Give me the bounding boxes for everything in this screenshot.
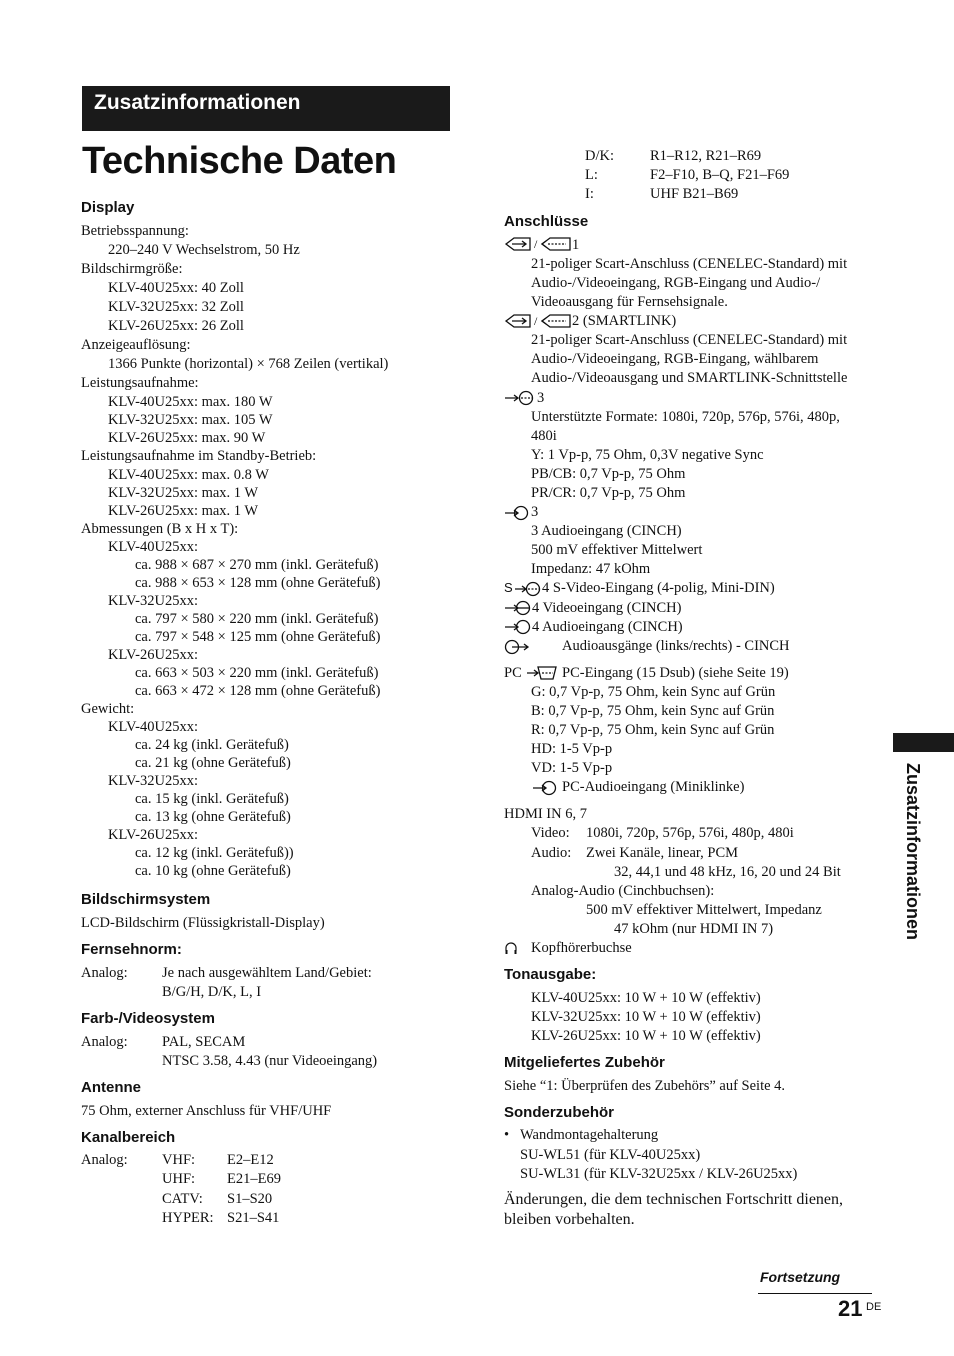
component-label: 3 bbox=[537, 390, 545, 406]
fernsehnorm-line: B/G/H, D/K, L, I bbox=[162, 984, 262, 1000]
analog-audio-line: 47 kOhm (nur HDMI IN 7) bbox=[614, 921, 774, 937]
tonausgabe-heading: Tonausgabe: bbox=[504, 966, 597, 983]
pc-line: VD: 1-5 Vp-p bbox=[531, 760, 613, 776]
display-spec-line: KLV-40U25xx: bbox=[108, 539, 198, 555]
display-spec-line: KLV-32U25xx: bbox=[108, 773, 198, 789]
ton-line: KLV-32U25xx: 10 W + 10 W (effektiv) bbox=[531, 1009, 761, 1025]
display-spec-line: KLV-40U25xx: bbox=[108, 719, 198, 735]
display-spec-line: ca. 12 kg (inkl. Gerätefuß)) bbox=[135, 845, 294, 861]
audio3-line: 3 Audioeingang (CINCH) bbox=[531, 523, 682, 539]
kanal-band: I: bbox=[585, 186, 594, 202]
pc-letters: PC bbox=[504, 665, 522, 681]
kanal-band: L: bbox=[585, 167, 598, 183]
kanalbereich-heading: Kanalbereich bbox=[81, 1129, 176, 1146]
display-spec-line: ca. 988 × 687 × 270 mm (inkl. Gerätefuß) bbox=[135, 557, 379, 573]
kanal-range: E2–E12 bbox=[227, 1152, 274, 1168]
video-input-icon bbox=[504, 600, 532, 616]
sonder-line: SU-WL31 (für KLV-32U25xx / KLV-26U25xx) bbox=[520, 1166, 798, 1182]
component-line: 480i bbox=[531, 428, 557, 444]
ton-line: KLV-40U25xx: 10 W + 10 W (effektiv) bbox=[531, 990, 761, 1006]
audio-input-icon bbox=[504, 619, 532, 635]
bildschirmsystem-heading: Bildschirmsystem bbox=[81, 891, 211, 908]
scart2-label: 2 (SMARTLINK) bbox=[572, 313, 677, 329]
sonderzubehoer-heading: Sonderzubehör bbox=[504, 1104, 615, 1121]
hdmi-video: 1080i, 720p, 576p, 576i, 480p, 480i bbox=[586, 825, 794, 841]
display-spec-line: KLV-32U25xx: max. 1 W bbox=[108, 485, 259, 501]
display-spec-line: Gewicht: bbox=[81, 701, 135, 717]
kanal-band: VHF: bbox=[162, 1152, 196, 1168]
hdmi-title: HDMI IN 6, 7 bbox=[504, 806, 587, 822]
display-spec-line: Abmessungen (B x H x T): bbox=[81, 521, 239, 537]
zubehoer-text: Siehe “1: Überprüfen des Zubehörs” auf Seite 4. bbox=[504, 1078, 786, 1094]
pc-audio-text: PC-Audioeingang (Miniklinke) bbox=[562, 779, 745, 795]
side-tab bbox=[890, 765, 930, 950]
bullet: • bbox=[504, 1127, 510, 1143]
scart2-line: Audio-/Videoausgang und SMARTLINK-Schnittstelle bbox=[531, 370, 848, 386]
antenne-heading: Antenne bbox=[81, 1079, 141, 1096]
audio-input-icon bbox=[504, 505, 530, 521]
sonder-line: Wandmontagehalterung bbox=[520, 1127, 659, 1143]
section-banner bbox=[82, 86, 450, 124]
scart1-line: 21-poliger Scart-Anschluss (CENELEC-Standard) mit bbox=[531, 256, 848, 272]
anschluesse-heading: Anschlüsse bbox=[504, 213, 589, 230]
pc-line: HD: 1-5 Vp-p bbox=[531, 741, 613, 757]
kopfhoerer-text: Kopfhörerbuchse bbox=[531, 940, 632, 956]
display-spec-line: ca. 988 × 653 × 128 mm (ohne Gerätefuß) bbox=[135, 575, 381, 591]
kanalbereich-label: Analog: bbox=[81, 1152, 128, 1168]
display-spec-line: Leistungsaufnahme: bbox=[81, 375, 199, 391]
antenne-text: 75 Ohm, externer Anschluss für VHF/UHF bbox=[81, 1103, 332, 1119]
hdmi-video-label: Video: bbox=[531, 825, 570, 841]
pb-line: PB/CB: 0,7 Vp-p, 75 Ohm bbox=[531, 466, 686, 482]
svg-text:/: / bbox=[534, 314, 538, 328]
continued-label: Fortsetzung bbox=[760, 1269, 841, 1285]
display-spec-line: KLV-40U25xx: 40 Zoll bbox=[108, 280, 244, 296]
scart-in-out-icon bbox=[504, 236, 574, 252]
scart2-line: Audio-/Videoeingang, RGB-Eingang, wählbarem bbox=[531, 351, 819, 367]
display-spec-line: Anzeigeauflösung: bbox=[81, 337, 191, 353]
pc-line: G: 0,7 Vp-p, 75 Ohm, kein Sync auf Grün bbox=[531, 684, 776, 700]
display-spec-line: KLV-26U25xx: bbox=[108, 647, 198, 663]
svg-text:/: / bbox=[534, 237, 538, 251]
display-spec-line: 1366 Punkte (horizontal) × 768 Zeilen (vertikal) bbox=[108, 356, 389, 372]
scart1-line: Videoausgang für Fernsehsignale. bbox=[531, 294, 728, 310]
side-tab-marker bbox=[893, 733, 954, 752]
s-video-text: 4 S-Video-Eingang (4-polig, Mini-DIN) bbox=[542, 580, 775, 596]
pc-audio-icon bbox=[532, 780, 558, 796]
display-spec-line: Leistungsaufnahme im Standby-Betrieb: bbox=[81, 448, 317, 464]
display-spec-line: KLV-32U25xx: bbox=[108, 593, 198, 609]
audio-out-text: Audioausgänge (links/rechts) - CINCH bbox=[562, 638, 790, 654]
scart1-line: Audio-/Videoeingang, RGB-Eingang und Audio-/ bbox=[531, 275, 821, 291]
display-spec-line: KLV-26U25xx: 26 Zoll bbox=[108, 318, 244, 334]
display-spec-line: ca. 24 kg (inkl. Gerätefuß) bbox=[135, 737, 289, 753]
s-video-letter: S bbox=[504, 580, 513, 595]
banner-rule bbox=[82, 124, 450, 131]
display-spec-line: ca. 15 kg (inkl. Gerätefuß) bbox=[135, 791, 289, 807]
display-spec-line: 220–240 V Wechselstrom, 50 Hz bbox=[108, 242, 300, 258]
display-spec-line: KLV-26U25xx: max. 90 W bbox=[108, 430, 266, 446]
kanal-range: R1–R12, R21–R69 bbox=[650, 148, 762, 164]
audio3-line: 500 mV effektiver Mittelwert bbox=[531, 542, 703, 558]
video4-text: 4 Videoeingang (CINCH) bbox=[532, 600, 682, 616]
display-spec-line: ca. 797 × 580 × 220 mm (inkl. Gerätefuß) bbox=[135, 611, 379, 627]
kanal-band: D/K: bbox=[585, 148, 614, 164]
fernsehnorm-label: Analog: bbox=[81, 965, 128, 981]
kanal-range: UHF B21–B69 bbox=[650, 186, 739, 202]
display-spec-line: KLV-32U25xx: 32 Zoll bbox=[108, 299, 244, 315]
kanal-range: E21–E69 bbox=[227, 1171, 281, 1187]
side-tab-label: Zusatzinformationen bbox=[903, 763, 923, 941]
display-spec-line: ca. 10 kg (ohne Gerätefuß) bbox=[135, 863, 291, 879]
farbsystem-heading: Farb-/Videosystem bbox=[81, 1010, 215, 1027]
display-spec-line: KLV-26U25xx: max. 1 W bbox=[108, 503, 259, 519]
kanal-band: UHF: bbox=[162, 1171, 196, 1187]
display-spec-line: ca. 663 × 472 × 128 mm (ohne Gerätefuß) bbox=[135, 683, 381, 699]
kanal-band: HYPER: bbox=[162, 1210, 214, 1226]
pr-line: PR/CR: 0,7 Vp-p, 75 Ohm bbox=[531, 485, 686, 501]
hdmi-audio-label: Audio: bbox=[531, 845, 572, 861]
display-spec-line: Betriebsspannung: bbox=[81, 223, 189, 239]
scart2-line: 21-poliger Scart-Anschluss (CENELEC-Standard) mit bbox=[531, 332, 848, 348]
display-spec-line: ca. 797 × 548 × 125 mm (ohne Gerätefuß) bbox=[135, 629, 381, 645]
display-spec-line: ca. 21 kg (ohne Gerätefuß) bbox=[135, 755, 291, 771]
audio3-label: 3 bbox=[531, 504, 539, 520]
display-spec-line: KLV-40U25xx: max. 180 W bbox=[108, 394, 273, 410]
s-video-input-icon bbox=[514, 581, 542, 597]
section-banner-label: Zusatzinformationen bbox=[94, 91, 301, 114]
pc-line: R: 0,7 Vp-p, 75 Ohm, kein Sync auf Grün bbox=[531, 722, 775, 738]
farbsystem-label: Analog: bbox=[81, 1034, 128, 1050]
display-spec-line: Bildschirmgröße: bbox=[81, 261, 183, 277]
audio3-line: Impedanz: 47 kOhm bbox=[531, 561, 651, 577]
display-spec-line: KLV-26U25xx: bbox=[108, 827, 198, 843]
footer-rule bbox=[758, 1293, 872, 1294]
analog-audio-line: 500 mV effektiver Mittelwert, Impedanz bbox=[586, 902, 822, 918]
kanal-band: CATV: bbox=[162, 1191, 203, 1207]
hdmi-audio: 32, 44,1 und 48 kHz, 16, 20 und 24 Bit bbox=[614, 864, 841, 880]
pc-text: PC-Eingang (15 Dsub) (siehe Seite 19) bbox=[562, 665, 789, 681]
analog-audio: Analog-Audio (Cinchbuchsen): bbox=[531, 883, 715, 899]
component-input-icon bbox=[504, 390, 538, 406]
sonder-line: SU-WL51 (für KLV-40U25xx) bbox=[520, 1147, 701, 1163]
scart1-label: 1 bbox=[572, 237, 580, 253]
page-number: 21 bbox=[838, 1296, 863, 1321]
display-spec-line: ca. 13 kg (ohne Gerätefuß) bbox=[135, 809, 291, 825]
headphones-icon bbox=[504, 941, 518, 955]
fernsehnorm-line: Je nach ausgewähltem Land/Gebiet: bbox=[162, 965, 372, 981]
pc-line: B: 0,7 Vp-p, 75 Ohm, kein Sync auf Grün bbox=[531, 703, 775, 719]
component-line: Y: 1 Vp-p, 75 Ohm, 0,3V negative Sync bbox=[531, 447, 764, 463]
scart-in-out-icon bbox=[504, 313, 574, 329]
display-spec-line: ca. 663 × 503 × 220 mm (inkl. Gerätefuß) bbox=[135, 665, 379, 681]
hdmi-audio: Zwei Kanäle, linear, PCM bbox=[586, 845, 739, 861]
kanal-range: S1–S20 bbox=[227, 1191, 273, 1207]
kanal-range: S21–S41 bbox=[227, 1210, 280, 1226]
component-line: Unterstützte Formate: 1080i, 720p, 576p, 576i, 480p, bbox=[531, 409, 840, 425]
fernsehnorm-heading: Fernsehnorm: bbox=[81, 941, 182, 958]
bildschirmsystem-text: LCD-Bildschirm (Flüssigkristall-Display) bbox=[81, 915, 325, 931]
zubehoer-heading: Mitgeliefertes Zubehör bbox=[504, 1054, 665, 1071]
ton-line: KLV-26U25xx: 10 W + 10 W (effektiv) bbox=[531, 1028, 761, 1044]
note-line: Änderungen, die dem technischen Fortschritt dienen, bbox=[504, 1191, 844, 1208]
page-language: DE bbox=[866, 1301, 882, 1313]
note-line: bleiben vorbehalten. bbox=[504, 1211, 635, 1228]
audio4-text: 4 Audioeingang (CINCH) bbox=[532, 619, 683, 635]
kanal-range: F2–F10, B–Q, F21–F69 bbox=[650, 167, 790, 183]
display-spec-line: KLV-32U25xx: max. 105 W bbox=[108, 412, 273, 428]
display-spec-line: KLV-40U25xx: max. 0.8 W bbox=[108, 467, 269, 483]
farbsystem-line: PAL, SECAM bbox=[162, 1034, 246, 1050]
pc-input-icon bbox=[526, 665, 558, 681]
audio-output-icon bbox=[504, 639, 530, 655]
page-title: Technische Daten bbox=[82, 140, 397, 182]
farbsystem-line: NTSC 3.58, 4.43 (nur Videoeingang) bbox=[162, 1053, 378, 1069]
display-heading: Display bbox=[81, 199, 135, 216]
